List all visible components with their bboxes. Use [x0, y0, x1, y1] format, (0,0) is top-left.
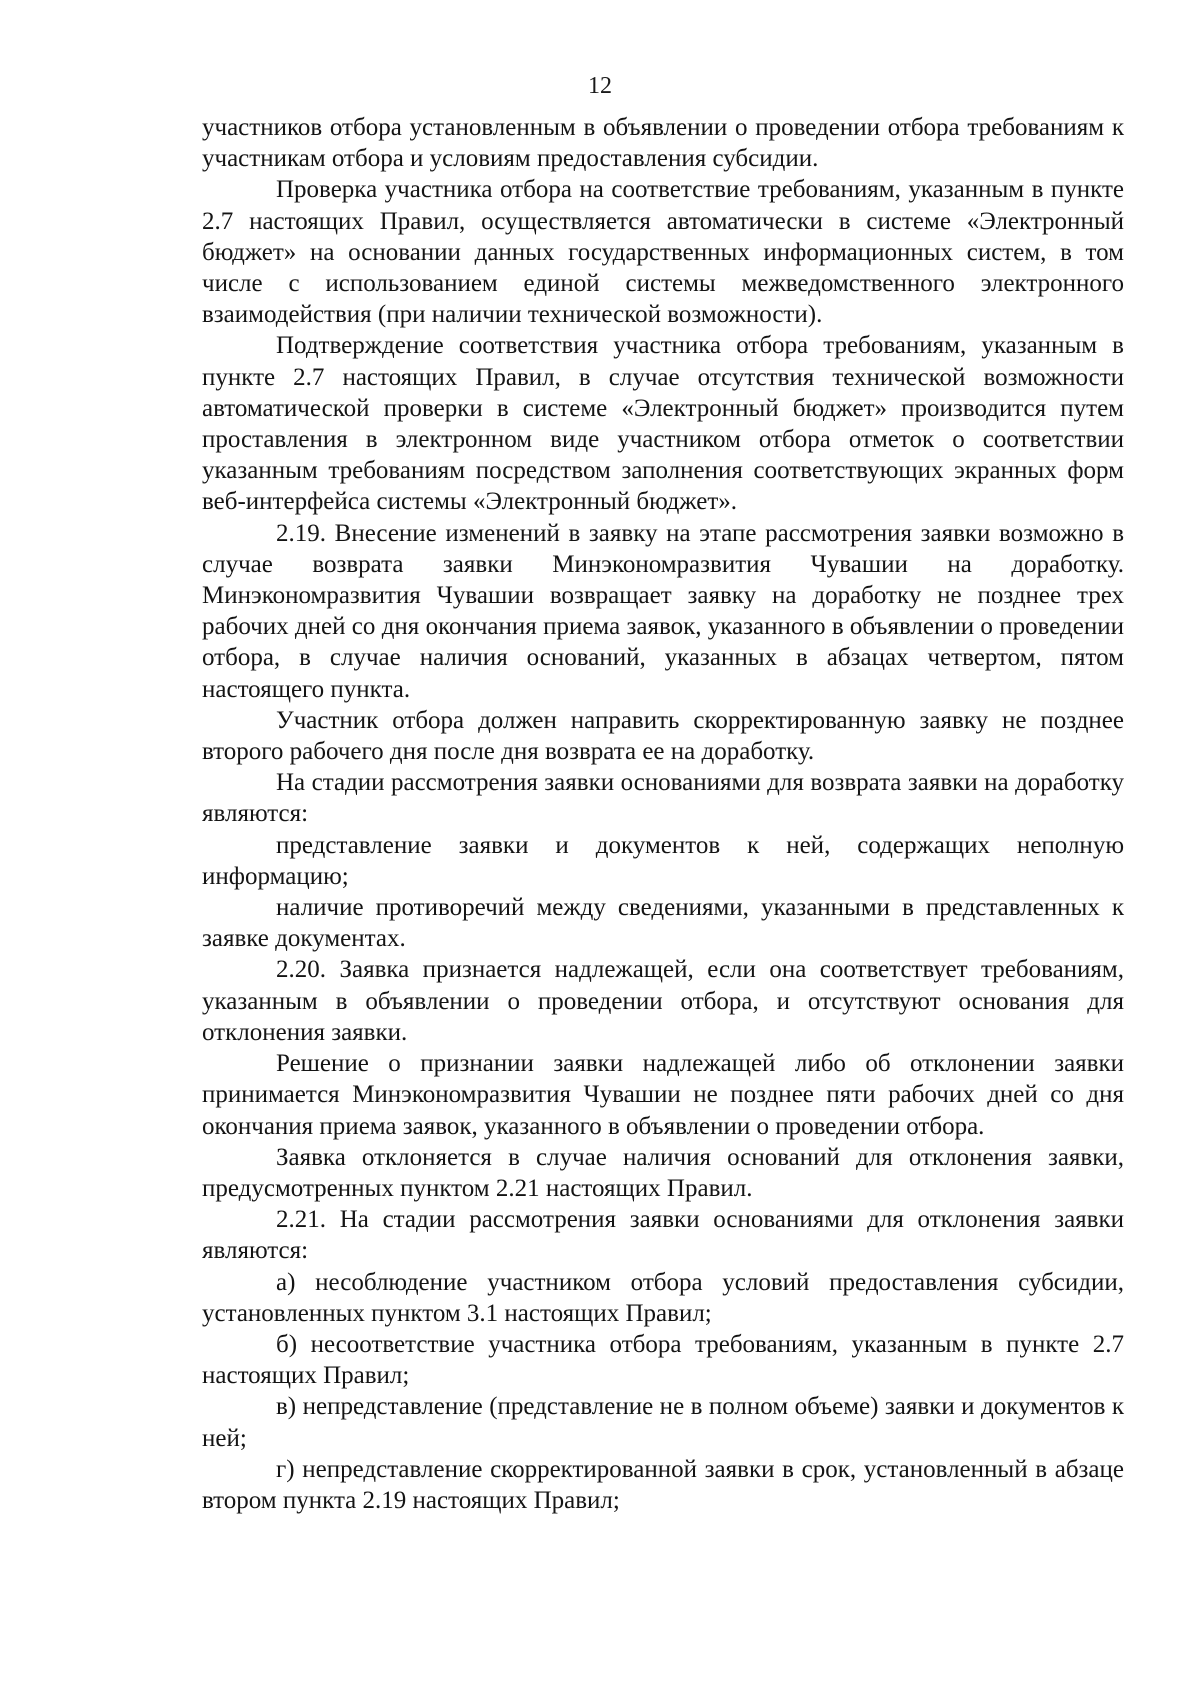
page-number: 12 — [588, 73, 612, 99]
paragraph: участников отбора установленным в объявлении о проведении отбора требованиям к участникам отбора и условиям предоставления субсидии. — [202, 114, 1124, 173]
paragraph: Подтверждение соответствия участника отбора требованиям, указанным в пункте 2.7 настоящих Правил, в случае отсутствия технической возможности автоматической проверки в системе «Электронный бюджет» производится путем проставления в электронном виде участником отбора отметок о соответствии указанным требованиям посредством заполнения соответствующих экранных форм веб-интерфейса системы «Электронный бюджет». — [202, 332, 1124, 516]
paragraph: На стадии рассмотрения заявки основаниями для возврата заявки на доработку являются: — [202, 769, 1124, 828]
paragraph: Заявка отклоняется в случае наличия оснований для отклонения заявки, предусмотренных пунктом 2.21 настоящих Правил. — [202, 1143, 1124, 1202]
paragraph: Участник отбора должен направить скорректированную заявку не позднее второго рабочего дня после дня возврата ее на доработку. — [202, 706, 1124, 766]
document-body — [202, 112, 1124, 1516]
list-item-g: г) непредставление скорректированной заявки в срок, установленный в абзаце втором пункта 2.19 настоящих Правил; — [202, 1455, 1124, 1514]
list-item-v: в) непредставление (представление не в полном объеме) заявки и документов к ней; — [202, 1393, 1124, 1452]
paragraph: наличие противоречий между сведениями, указанными в представленных к заявке документах. — [202, 894, 1124, 953]
paragraph: Решение о признании заявки надлежащей либо об отклонении заявки принимается Минэкономразвития Чувашии не позднее пяти рабочих дней со дня окончания приема заявок, указанного в объявлении о проведении отбора. — [202, 1050, 1124, 1140]
paragraph: Проверка участника отбора на соответствие требованиям, указанным в пункте 2.7 настоящих Правил, осуществляется автоматически в системе «Электронный бюджет» на основании данных государственных информационных систем, в том числе с использованием единой системы межведомственного электронного взаимодействия (при наличии технической возможности). — [202, 176, 1124, 329]
list-item-b: б) несоответствие участника отбора требованиям, указанным в пункте 2.7 настоящих Правил; — [202, 1330, 1124, 1390]
list-item-a: а) несоблюдение участником отбора условий предоставления субсидии, установленных пунктом 3.1 настоящих Правил; — [202, 1268, 1124, 1327]
paragraph: представление заявки и документов к ней, содержащих неполную информацию; — [202, 831, 1124, 890]
paragraph-2-19: 2.19. Внесение изменений в заявку на этапе рассмотрения заявки возможно в случае возврата заявки Минэкономразвития Чувашии на доработку. Минэкономразвития Чувашии возвращает заявку на доработку не позднее трех рабочих дней со дня окончания приема заявок, указанного в объявлении о проведении отбора, в случае наличия оснований, указанных в абзацах четвертом, пятом настоящего пункта. — [202, 519, 1124, 703]
paragraph-2-21: 2.21. На стадии рассмотрения заявки основаниями для отклонения заявки являются: — [202, 1206, 1124, 1265]
paragraph-2-20: 2.20. Заявка признается надлежащей, если она соответствует требованиям, указанным в объявлении о проведении отбора, и отсутствуют основания для отклонения заявки. — [202, 956, 1124, 1046]
